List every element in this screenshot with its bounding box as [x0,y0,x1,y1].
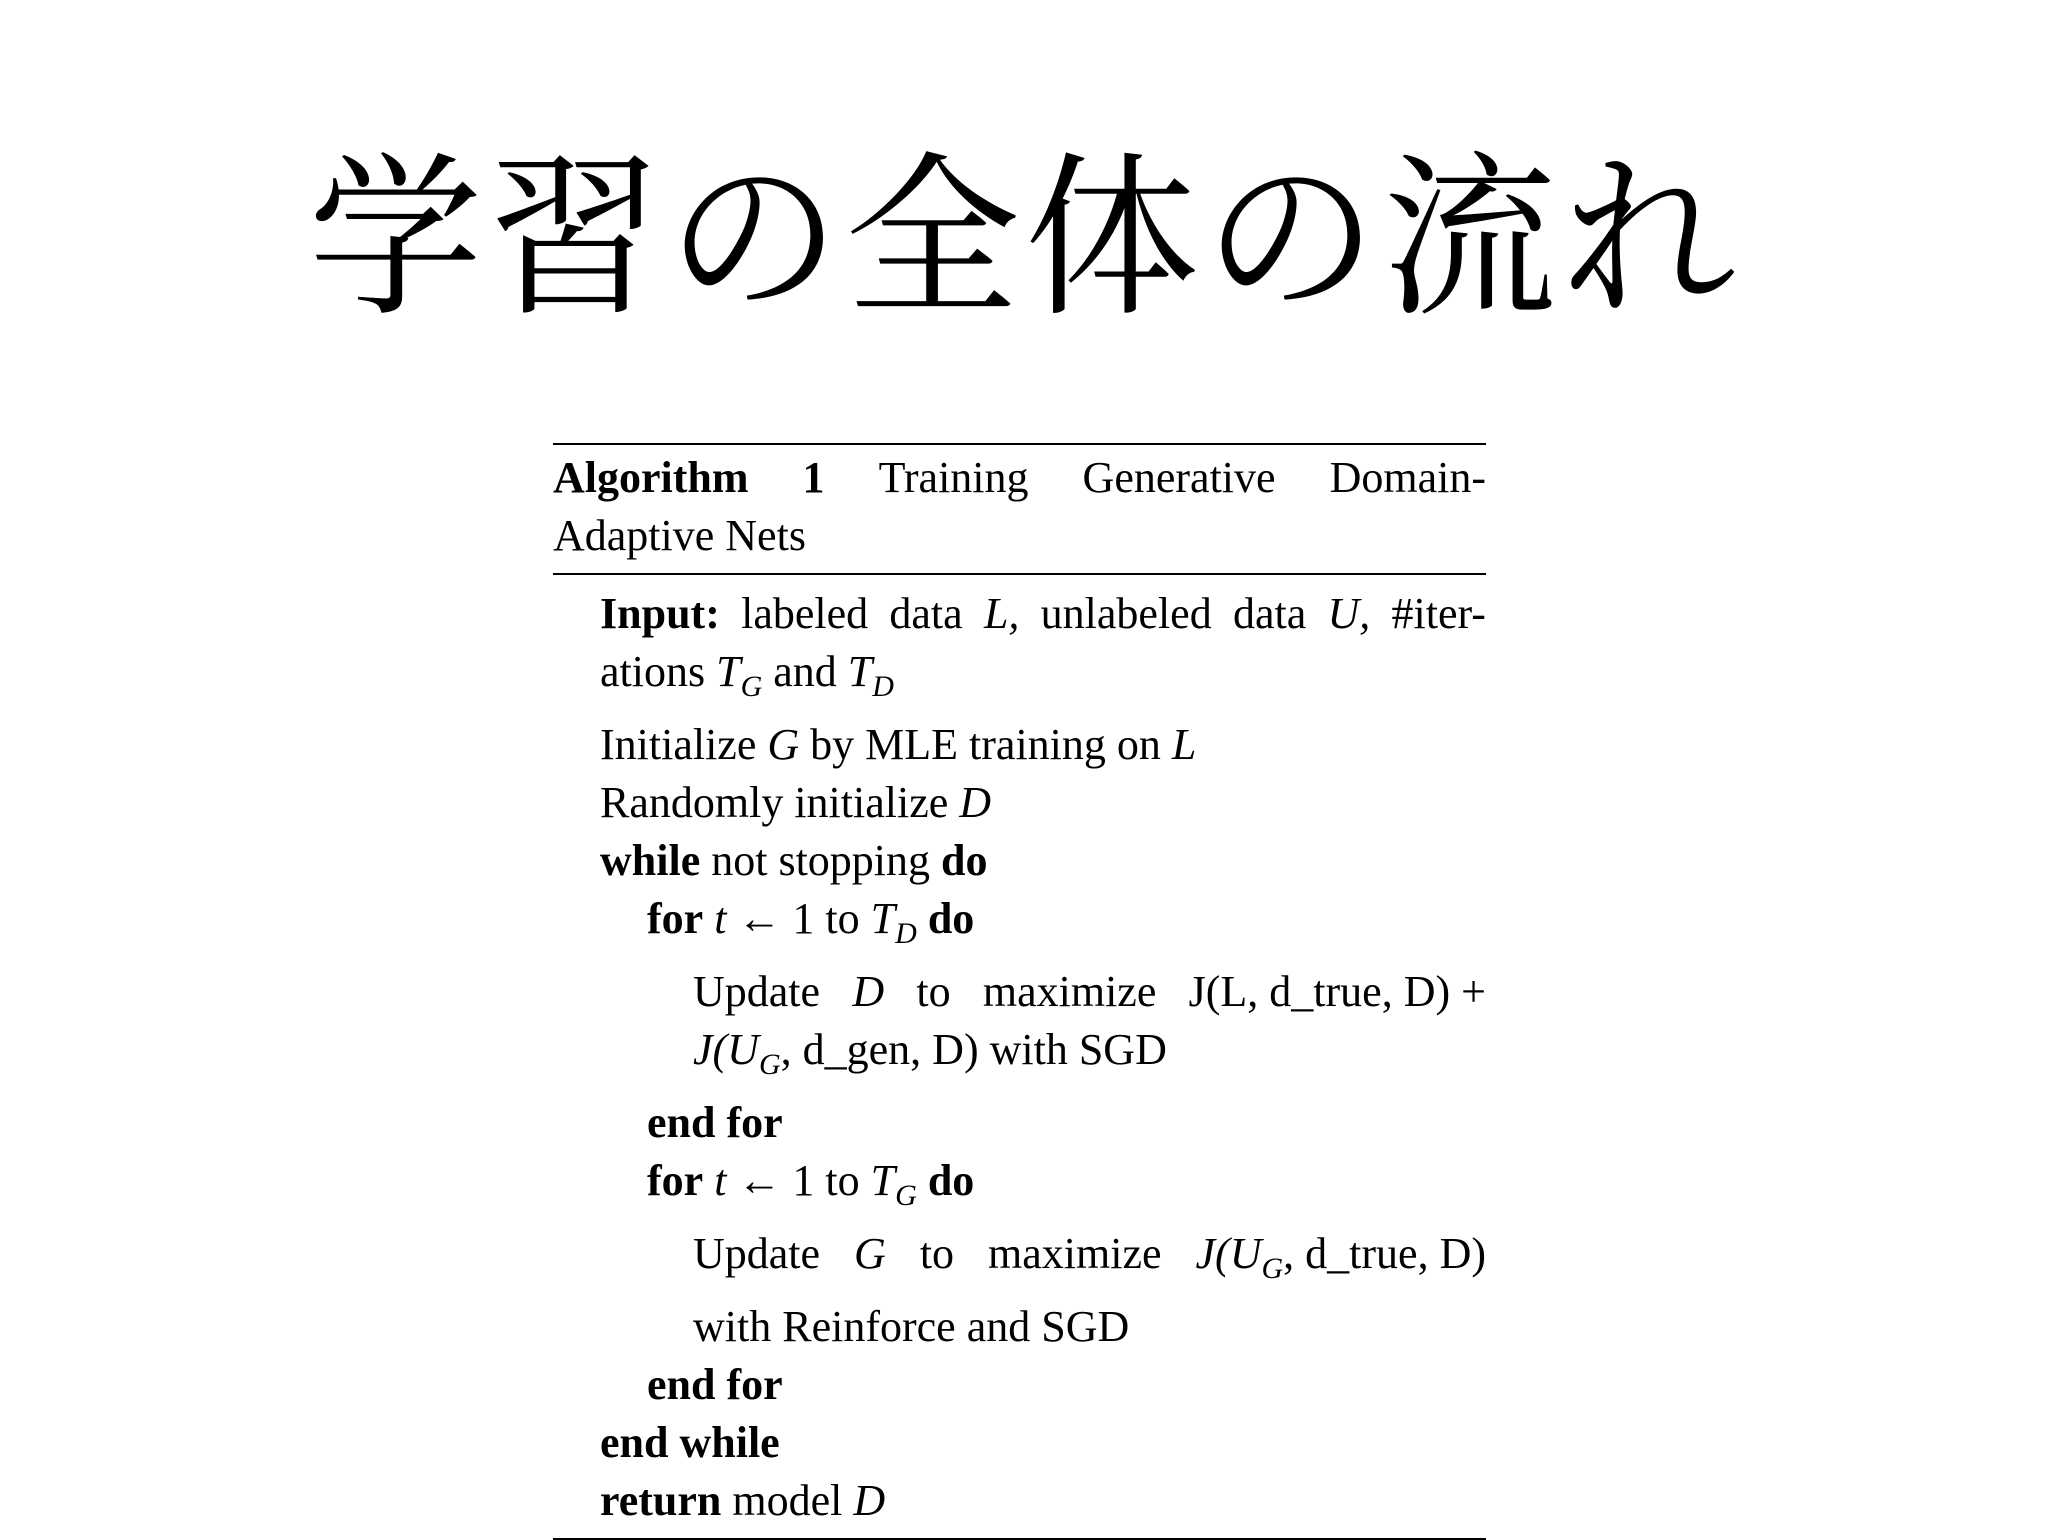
text: model [721,1476,854,1525]
word: maximize [988,1229,1162,1278]
input-word: #iter- [1391,589,1486,638]
sub-G: G [1261,1252,1284,1285]
input-word: labeled [741,589,869,638]
var-t: t [703,894,727,943]
kw-for: for [647,894,704,943]
word: maximize [982,967,1157,1016]
kw-do: do [927,1156,975,1205]
text: ← 1 to [726,894,871,943]
caption-line-2: Adaptive Nets [553,511,806,560]
algorithm-number: 1 [802,453,825,502]
caption-word: Domain- [1329,453,1486,502]
formula: J(U [693,1025,759,1074]
algorithm-body [553,575,1486,1538]
input-word: unlabeled [1040,589,1212,638]
slide-title: 学習の全体の流れ [308,138,1740,341]
formula: J(L, d_true, D) + [1188,967,1486,1016]
input-word: U, [1327,589,1371,638]
sub-D: D [895,917,917,950]
end-for-line: end for [647,1098,783,1147]
sub-G: G [895,1179,917,1212]
var-T: T [847,647,873,696]
text: Randomly initialize [600,778,960,827]
text: with SGD [978,1025,1167,1074]
caption-word: Training [878,453,1029,502]
formula-group [1196,1225,1486,1298]
text: ← 1 to [726,1156,871,1205]
input-line-1 [553,585,1486,643]
input-word: L, [983,589,1020,638]
algorithm-caption [553,445,1486,573]
while-line [553,832,1486,890]
kw-do: do [927,894,975,943]
kw-do: do [941,836,988,885]
text: Initialize [600,720,768,769]
for-d-line [553,890,1486,963]
algorithm-box [553,443,1486,1540]
sub-D: D [872,670,894,703]
update-g-line-1 [553,1225,1486,1298]
text: ations [600,647,717,696]
var-D: D [852,967,885,1016]
word: to [916,967,951,1016]
word: to [919,1229,955,1278]
text: by MLE training on [799,720,1172,769]
caption-word: Generative [1082,453,1276,502]
input-word: data [889,589,963,638]
kw-for: for [647,1156,704,1205]
var-D: D [959,778,992,827]
sub-G: G [740,670,763,703]
for-g-line [553,1152,1486,1225]
var-T: T [870,1156,896,1205]
update-d-line-2 [553,1021,1486,1094]
init-line [553,716,1486,774]
return-line [553,1472,1486,1530]
kw-return: return [600,1476,722,1525]
formula: , d_true, D) [1283,1229,1486,1278]
formula: , d_gen, D) [780,1025,979,1074]
algorithm-label: Algorithm [553,453,749,502]
input-line-2 [553,643,1486,716]
var-G: G [854,1229,886,1278]
text: not stopping [700,836,942,885]
var-T: T [870,894,896,943]
caption-line-1 [553,449,1486,507]
input-word: data [1232,589,1307,638]
var-T: T [716,647,741,696]
var-D: D [853,1476,886,1525]
random-init-line [553,774,1486,832]
word: Update [693,967,821,1016]
update-g-line-2: with Reinforce and SGD [693,1302,1130,1351]
var-L: L [1171,720,1197,769]
formula: J(U [1195,1229,1262,1278]
kw-while: while [600,836,701,885]
end-for-line: end for [647,1360,783,1409]
word: Update [693,1229,821,1278]
update-d-line-1 [553,963,1486,1021]
text: and [762,647,848,696]
input-label: Input: [600,589,720,638]
var-t: t [703,1156,727,1205]
var-G: G [767,720,800,769]
sub-G: G [758,1048,781,1081]
end-while-line: end while [600,1418,780,1467]
